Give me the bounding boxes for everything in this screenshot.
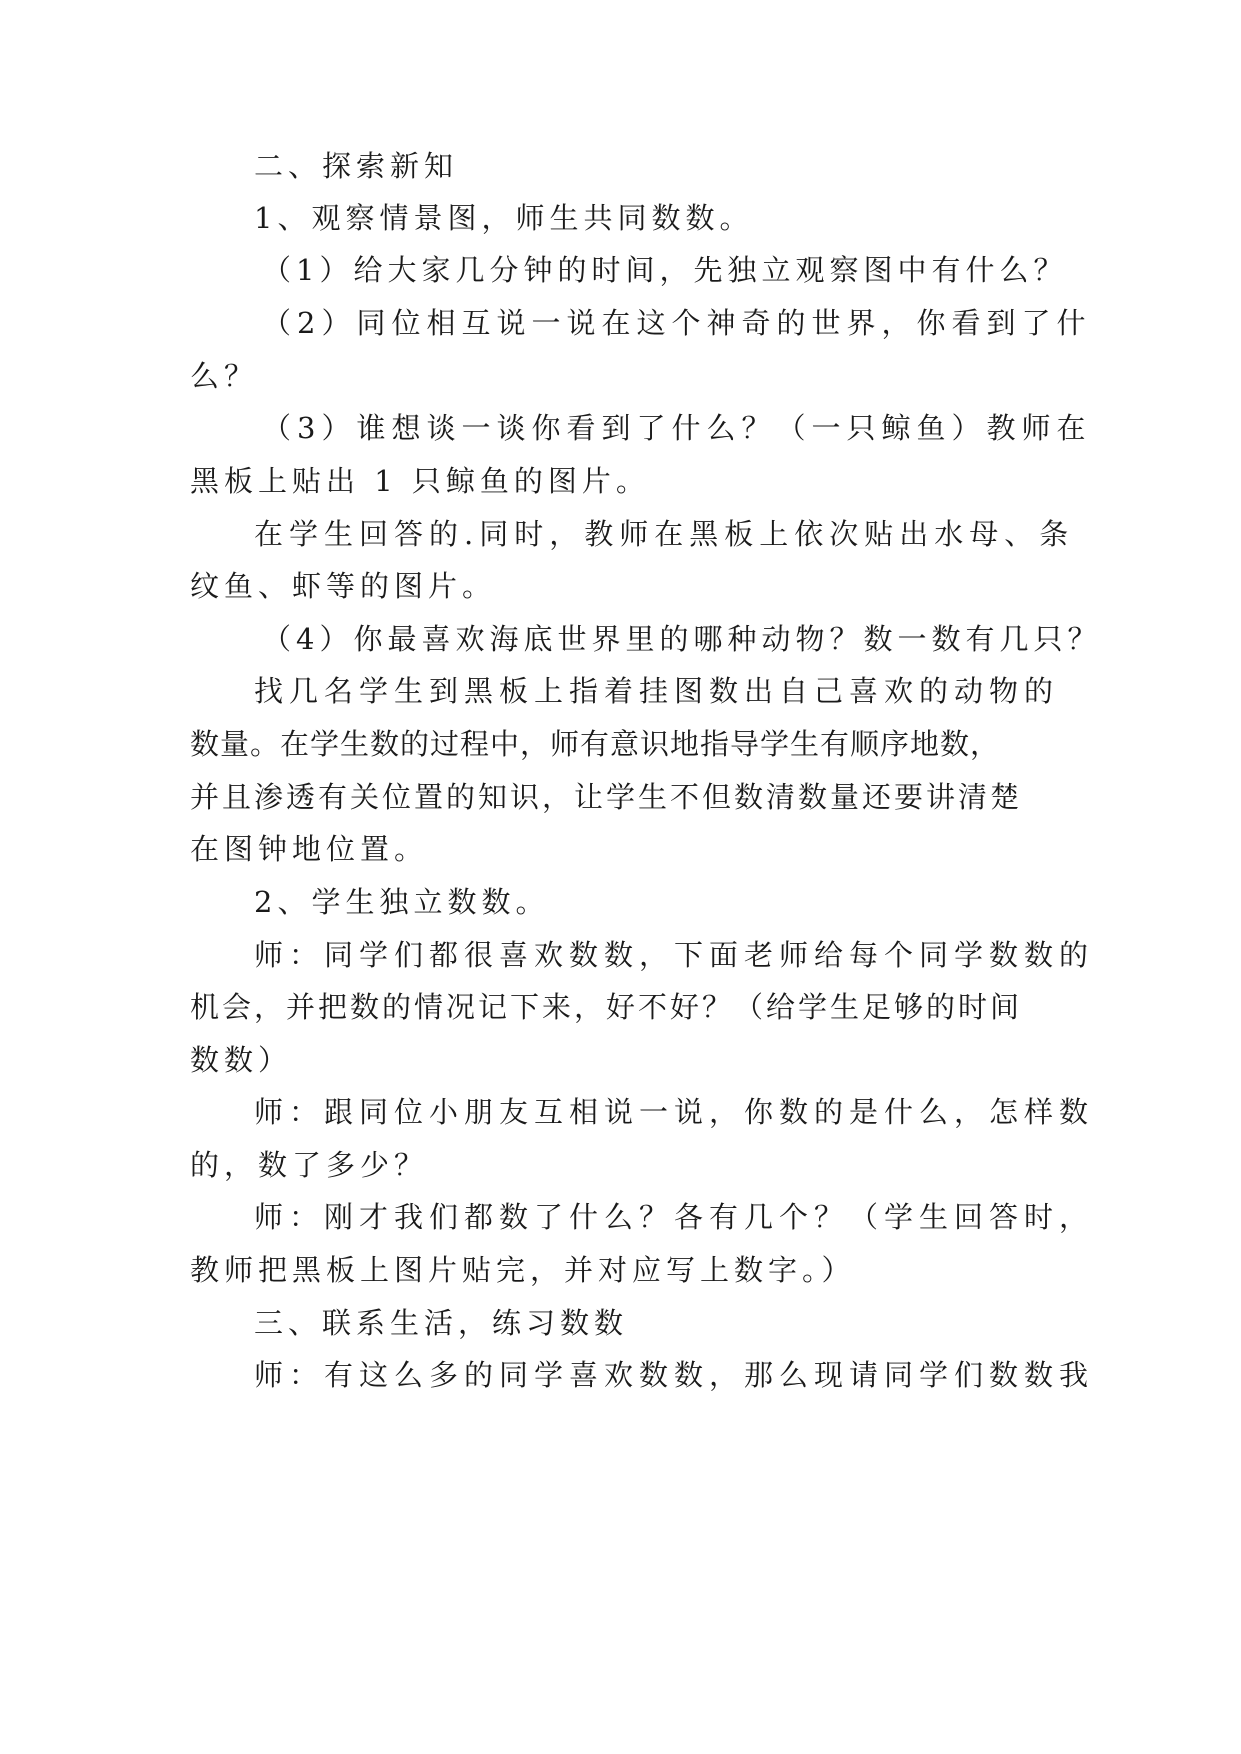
paragraph-line: （3）谁想谈一谈你看到了什么？（一只鲸鱼）教师在: [262, 411, 1092, 445]
section-heading: 三、联系生活，练习数数: [254, 1306, 629, 1340]
paragraph-line: 教师把黑板上图片贴完，并对应写上数字。）: [190, 1253, 856, 1287]
section-heading: 二、探索新知: [254, 149, 459, 183]
paragraph-line: 在学生回答的.同时，教师在黑板上依次贴出水母、条: [254, 517, 1075, 551]
paragraph-line: 机会，并把数的情况记下来，好不好？（给学生足够的时间: [190, 990, 1023, 1024]
paragraph-line: 找几名学生到黑板上指着挂图数出自己喜欢的动物的: [254, 674, 1060, 708]
paragraph-line: 纹鱼、虾等的图片。: [190, 569, 497, 603]
paragraph-line: 师：刚才我们都数了什么？各有几个？（学生回答时，: [254, 1200, 1095, 1234]
paragraph-line: 数数）: [190, 1043, 293, 1077]
paragraph-line: 师：有这么多的同学喜欢数数，那么现请同学们数数我: [254, 1358, 1095, 1392]
paragraph-line: 黑板上贴出 1 只鲸鱼的图片。: [190, 464, 650, 498]
paragraph-line: 师：跟同位小朋友互相说一说，你数的是什么，怎样数: [254, 1095, 1095, 1129]
step-heading: 1、观察情景图，师生共同数数。: [254, 201, 754, 235]
paragraph-line: 数量。在学生数的过程中，师有意识地指导学生有顺序地数，: [190, 727, 1001, 761]
step-heading: 2、学生独立数数。: [254, 885, 550, 919]
paragraph-line: 在图钟地位置。: [190, 832, 429, 866]
paragraph-line: （1）给大家几分钟的时间，先独立观察图中有什么？: [262, 253, 1068, 287]
paragraph-line: 师：同学们都很喜欢数数，下面老师给每个同学数数的: [254, 938, 1095, 972]
paragraph-line: 的，数了多少？: [190, 1148, 429, 1182]
paragraph-line: 么？: [190, 359, 259, 393]
paragraph-line: （4）你最喜欢海底世界里的哪种动物？数一数有几只？: [262, 622, 1102, 656]
paragraph-line: （2）同位相互说一说在这个神奇的世界，你看到了什: [262, 306, 1092, 340]
paragraph-line: 并且渗透有关位置的知识，让学生不但数清数量还要讲清楚: [190, 780, 1023, 814]
